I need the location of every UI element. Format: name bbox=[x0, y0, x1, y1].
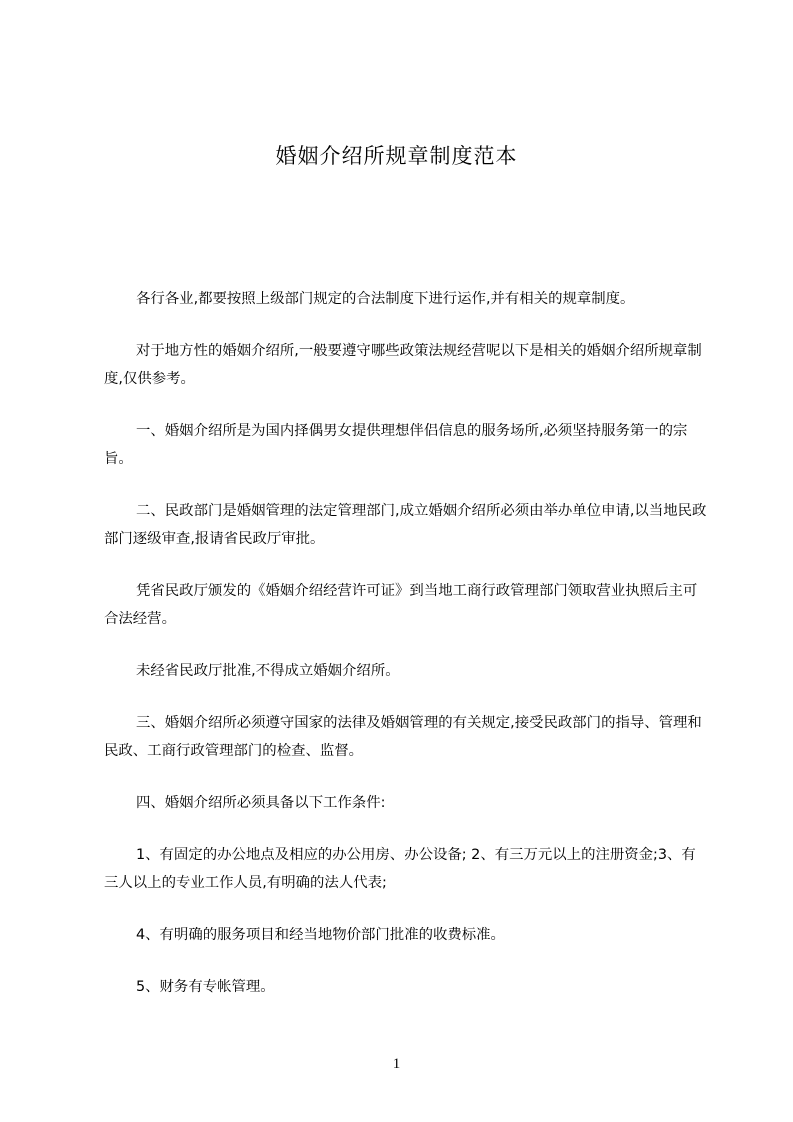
paragraph-article-4: 四、婚姻介绍所必须具备以下工作条件: bbox=[136, 795, 386, 811]
paragraph-condition-5: 5、财务有专帐管理。 bbox=[136, 979, 275, 995]
document-title: 婚姻介绍所规章制度范本 bbox=[275, 144, 518, 168]
paragraph-article-2: 二、民政部门是婚姻管理的法定管理部门,成立婚姻介绍所必须由举办单位申请,以当地民政部门逐级审查,报请省民政厅审批。 bbox=[104, 503, 707, 547]
paragraph-article-3: 三、婚姻介绍所必须遵守国家的法律及婚姻管理的有关规定,接受民政部门的指导、管理和民政、工商行政管理部门的检查、监督。 bbox=[104, 715, 702, 759]
paragraph-article-1: 一、婚姻介绍所是为国内择偶男女提供理想伴侣信息的服务场所,必须坚持服务第一的宗旨。 bbox=[104, 423, 688, 467]
page-number: 1 bbox=[392, 1056, 401, 1072]
document-body bbox=[104, 285, 708, 1025]
paragraph-condition-4: 4、有明确的服务项目和经当地物价部门批准的收费标准。 bbox=[136, 927, 505, 943]
paragraph-approval: 未经省民政厅批准,不得成立婚姻介绍所。 bbox=[136, 663, 400, 679]
paragraph-conditions-1-3: 1、有固定的办公地点及相应的办公用房、办公设备; 2、有三万元以上的注册资金;3、有三人以上的专业工作人员,有明确的法人代表; bbox=[104, 847, 696, 891]
paragraph-purpose: 对于地方性的婚姻介绍所,一般要遵守哪些政策法规经营呢以下是相关的婚姻介绍所规章制度,仅供参考。 bbox=[104, 343, 702, 387]
paragraph-intro: 各行各业,都要按照上级部门规定的合法制度下进行运作,并有相关的规章制度。 bbox=[136, 291, 635, 307]
paragraph-license: 凭省民政厅颁发的《婚姻介绍经营许可证》到当地工商行政管理部门领取营业执照后主可合法经营。 bbox=[104, 583, 698, 627]
